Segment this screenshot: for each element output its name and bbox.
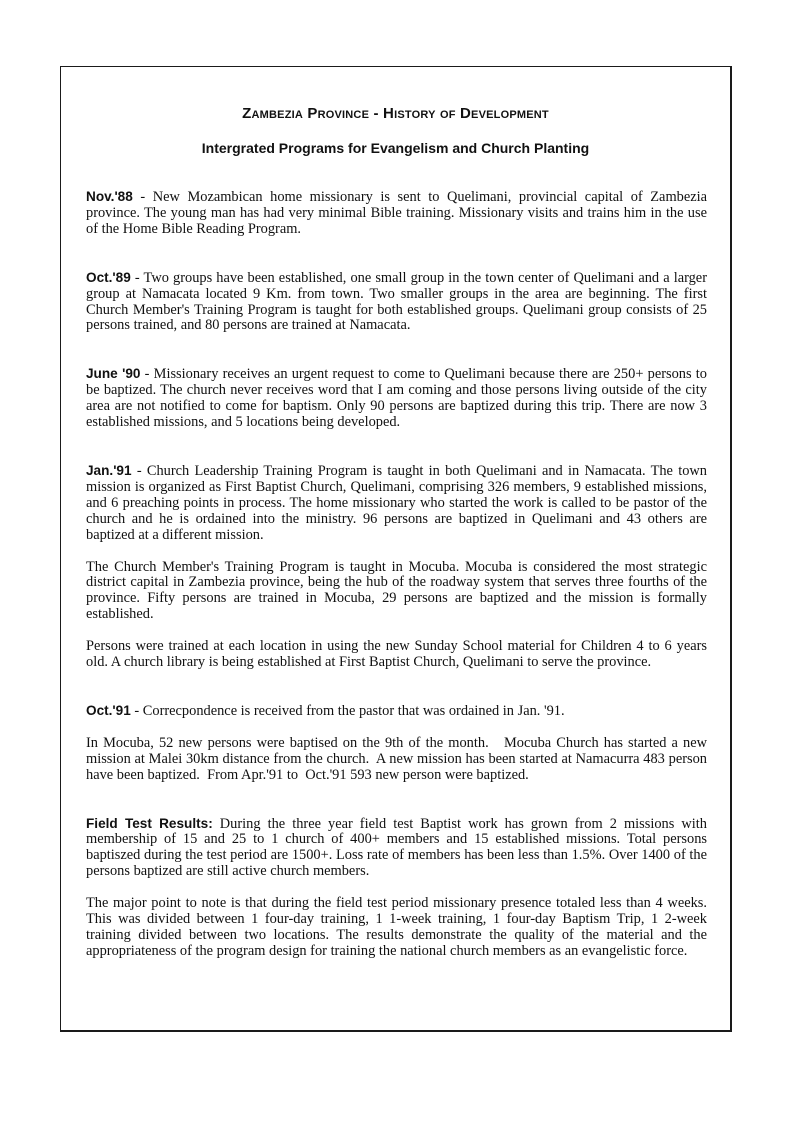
entry-jan-91 <box>86 463 707 544</box>
entry-nov-88 <box>86 189 707 238</box>
entry-oct-91 <box>86 703 707 720</box>
paragraph-sunday-school: Persons were trained at each location in using the new Sunday School material for Children 4 to 6 years old. A church library is being established at First Baptist Church, Quelimani to serve the province. <box>86 638 707 671</box>
document-title: Zambezia Province - History of Development <box>242 105 549 122</box>
entry-date: Oct.'89 <box>86 269 131 285</box>
entry-text: - Correcpondence is received from the pastor that was ordained in Jan. '91. <box>130 702 565 719</box>
entry-text: - Missionary receives an urgent request to come to Quelimani because there are 250+ persons to be baptized. The church never receives word that I am coming and those persons living outside of the city area are not notified to come for baptism. Only 90 persons are baptized during this trip. There are now 3 established missions, and 5 locations being developed. <box>86 366 707 431</box>
entry-date: Nov.'88 <box>86 189 133 204</box>
document-body <box>86 189 711 960</box>
paragraph-mocuba-training: The Church Member's Training Program is taught in Mocuba. Mocuba is considered the most strategic district capital in Zambezia province, being the hub of the roadway system that serves three fourths of the province. Fifty persons are trained in Mocuba, 29 persons are baptized and the mission is formally established. <box>86 558 707 623</box>
entry-date: Jan.'91 <box>86 462 132 478</box>
entry-text: - Two groups have been established, one small group in the town center of Quelimani and a larger group at Namacata located 9 Km. from town. Two smaller groups in the area are beginning. The first Church Member's Training Program is taught for both established groups. Quelimani group consists of 25 persons trained, and 80 persons are trained at Namacata. <box>86 269 707 334</box>
document-subtitle: Intergrated Programs for Evangelism and Church Planting <box>201 140 590 156</box>
entry-heading: Field Test Results: <box>86 815 213 831</box>
entry-field-test-results <box>86 816 707 881</box>
entry-oct-89 <box>86 270 707 335</box>
entry-text: During the three year field test Baptist work has grown from 2 missions with membership of 15 and 25 to 1 church of 400+ members and 15 established missions. Total persons baptiszed during the test period are 1500+. Loss rate of members has been less than 1.5%. Over 1400 of the persons baptized are still active church members. <box>86 815 707 880</box>
entry-june-90 <box>86 366 707 431</box>
entry-date: June '90 <box>86 366 141 382</box>
entry-text: - Church Leadership Training Program is taught in both Quelimani and in Namacata. The town mission is organized as First Baptist Church, Quelimani, comprising 326 members, 9 established missions, and 6 preaching points in process. The home missionary who started the work is called to be pastor of the church and he is ordained into the ministry. 96 persons are baptized in Quelimani and 43 others are baptized at a different mission. <box>86 462 707 543</box>
entry-date: Oct.'91 <box>86 702 131 718</box>
document-frame <box>60 66 732 1032</box>
entry-text: - New Mozambican home missionary is sent to Quelimani, provincial capital of Zambezia province. The young man has had very minimal Bible training. Missionary visits and trains him in the use of the Home Bible Reading Program. <box>86 189 707 237</box>
paragraph-major-point: The major point to note is that during the field test period missionary presence totaled less than 4 weeks. This was divided between 1 four-day training, 1 1-week training, 1 four-day Baptism Trip, 1 2-week training divided between two locations. The results demonstrate the quality of the material and the appropriateness of the program design for training the national church members as an evangelistic force. <box>86 895 707 959</box>
paragraph-mocuba-baptisms: In Mocuba, 52 new persons were baptised on the 9th of the month. Mocuba Church has started a new mission at Malei 30km distance from the church. A new mission has been started at Namacurra 483 person have been baptized. From Apr.'91 to Oct.'91 593 new person were baptized. <box>86 734 711 783</box>
